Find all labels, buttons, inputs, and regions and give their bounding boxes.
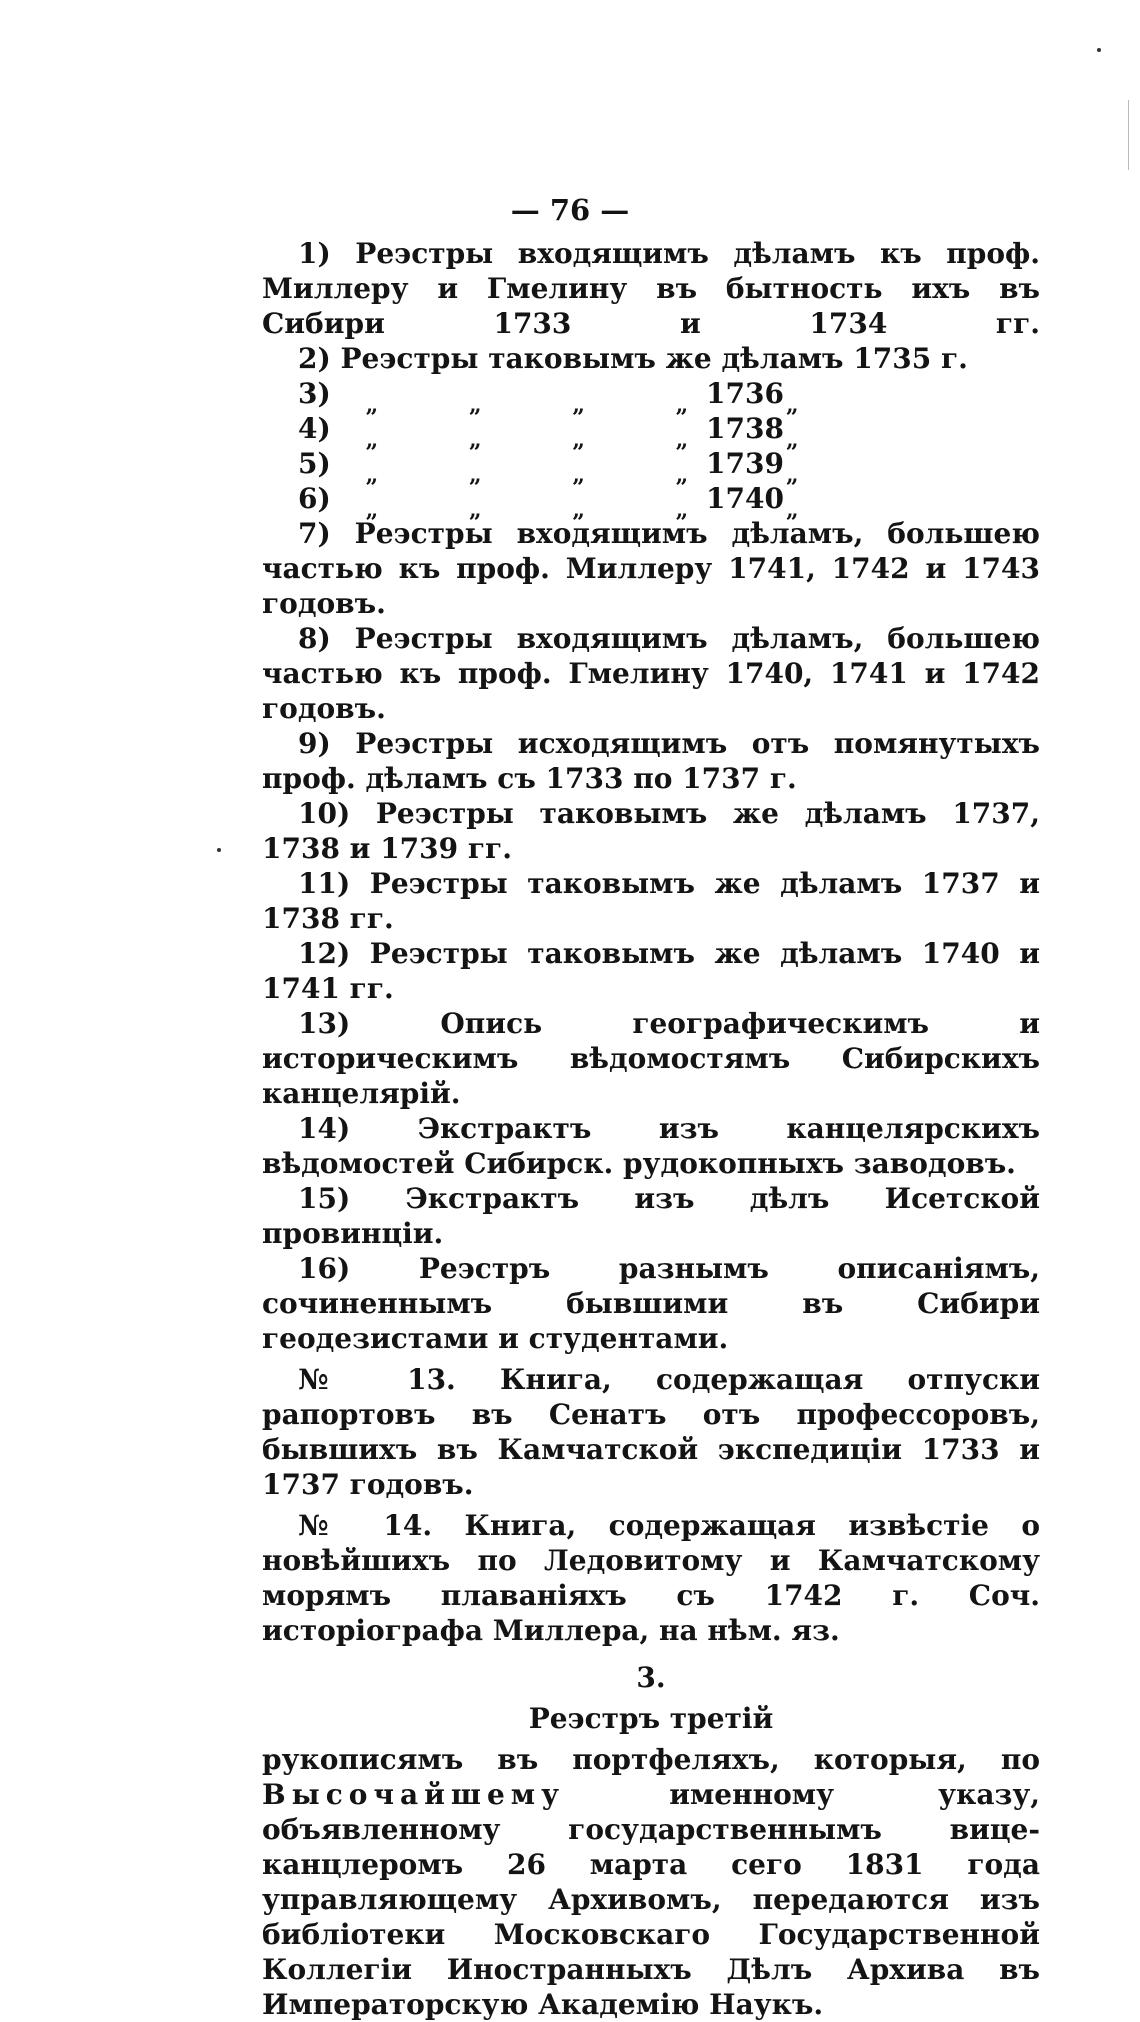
emphasis-text: Высочайшему bbox=[262, 1778, 566, 1811]
ditto-unit: „ bbox=[786, 462, 799, 488]
year: 1738 bbox=[706, 412, 784, 445]
page-number: — 76 — bbox=[510, 193, 630, 227]
ditto-unit: „ bbox=[786, 497, 799, 523]
ditto-mark: „ bbox=[572, 497, 585, 523]
ditto-mark: „ bbox=[675, 392, 689, 418]
ditto-mark: „ bbox=[469, 497, 482, 523]
section-title: Реэстръ третій bbox=[528, 1702, 774, 1735]
ditto-marks bbox=[362, 449, 706, 488]
intro-start: рукописямъ въ портфеляхъ, которыя, по bbox=[262, 1743, 1040, 1776]
list-item: 2) Реэстры таковымъ же дѣламъ 1735 г. bbox=[298, 342, 968, 375]
page-text bbox=[262, 236, 1040, 2022]
year: 1736 bbox=[706, 377, 784, 410]
scan-edge-line bbox=[1128, 100, 1129, 170]
item-number: 4) bbox=[298, 412, 331, 445]
year: 1740 bbox=[706, 482, 784, 515]
ditto-mark: „ bbox=[365, 392, 379, 418]
intro-end: именному указу, объявленному государственнымъ вице-канцлеромъ 26 марта сего 1831 года управляющему Архивомъ, передаются изъ библіотеки Московскаго Государственной Коллегіи Иностранныхъ Дѣлъ Архива въ Императорскую Академію Наукъ. bbox=[262, 1778, 1040, 2021]
ditto-mark: „ bbox=[469, 427, 482, 453]
item-number: 6) bbox=[298, 482, 331, 515]
scan-speck bbox=[1097, 48, 1101, 52]
ditto-mark: „ bbox=[572, 427, 585, 453]
ditto-mark: „ bbox=[675, 427, 689, 453]
section-intro bbox=[262, 1742, 1040, 2022]
list-item: 14) Экстрактъ изъ канцелярскихъ вѣдомостей Сибирск. рудокопныхъ заводовъ. bbox=[262, 1112, 1040, 1180]
ditto-mark: „ bbox=[365, 497, 379, 523]
book-entry: № 14. Книга, содержащая извѣстіе о новѣйшихъ по Ледовитому и Камчатскому морямъ плаваніяхъ съ 1742 г. Соч. исторіографа Миллера, на нѣм. яз. bbox=[262, 1509, 1040, 1647]
list-item: 16) Реэстръ разнымъ описаніямъ, сочиненнымъ бывшими въ Сибири геодезистами и студентами. bbox=[262, 1252, 1040, 1355]
ditto-mark: „ bbox=[675, 462, 689, 488]
ditto-mark: „ bbox=[675, 497, 689, 523]
ditto-marks bbox=[362, 484, 706, 523]
list-item: 9) Реэстры исходящимъ отъ помянутыхъ проф. дѣламъ съ 1733 по 1737 г. bbox=[262, 727, 1040, 795]
list-item: 13) Опись географическимъ и историческимъ вѣдомостямъ Сибирскихъ канцелярій. bbox=[262, 1007, 1040, 1110]
ditto-mark: „ bbox=[365, 427, 379, 453]
ditto-mark: „ bbox=[469, 392, 482, 418]
list-item: 12) Реэстры таковымъ же дѣламъ 1740 и 1741 гг. bbox=[262, 937, 1040, 1005]
list-item: 7) Реэстры входящимъ дѣламъ, большею частью къ проф. Миллеру 1741, 1742 и 1743 годовъ. bbox=[262, 517, 1040, 620]
list-item: 11) Реэстры таковымъ же дѣламъ 1737 и 1738 гг. bbox=[262, 867, 1040, 935]
year: 1739 bbox=[706, 447, 784, 480]
ditto-marks bbox=[362, 414, 706, 453]
ditto-marks bbox=[362, 379, 706, 418]
list-item: 10) Реэстры таковымъ же дѣламъ 1737, 1738 и 1739 гг. bbox=[262, 797, 1040, 865]
ditto-unit: „ bbox=[786, 392, 799, 418]
ditto-mark: „ bbox=[469, 462, 482, 488]
list-item: 1) Реэстры входящимъ дѣламъ къ проф. Миллеру и Гмелину въ бытность ихъ въ Сибири 1733 и 1734 гг. bbox=[262, 237, 1040, 340]
item-number: 3) bbox=[298, 377, 331, 410]
section-number: 3. bbox=[636, 1661, 666, 1694]
list-item: 15) Экстрактъ изъ дѣлъ Исетской провинціи. bbox=[262, 1182, 1040, 1250]
list-item: 8) Реэстры входящимъ дѣламъ, большею частью къ проф. Гмелину 1740, 1741 и 1742 годовъ. bbox=[262, 622, 1040, 725]
ditto-row bbox=[262, 376, 1040, 418]
ditto-unit: „ bbox=[786, 427, 799, 453]
ditto-mark: „ bbox=[572, 392, 585, 418]
book-entry: № 13. Книга, содержащая отпуски рапортовъ въ Сенатъ отъ профессоровъ, бывшихъ въ Камчатской экспедиціи 1733 и 1737 годовъ. bbox=[262, 1363, 1040, 1501]
ditto-mark: „ bbox=[572, 462, 585, 488]
item-number: 5) bbox=[298, 447, 331, 480]
scan-speck bbox=[217, 848, 221, 852]
ditto-mark: „ bbox=[365, 462, 379, 488]
